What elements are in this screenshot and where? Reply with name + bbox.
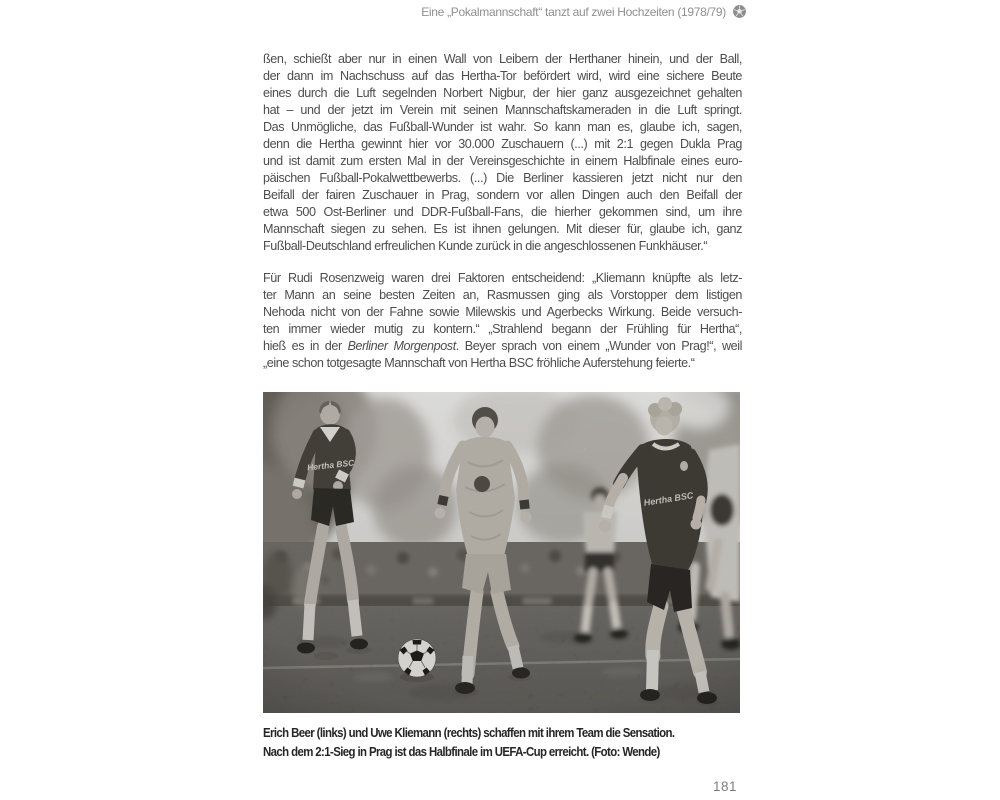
text-run: . Beyer sprach von einem „Wunder von Prag!“, weil bbox=[455, 339, 743, 353]
paragraph-2-lines bbox=[263, 270, 742, 338]
text-line: hat – und der jetzt im Verein mit seinen Mannschaftskameraden in die Luft springt. bbox=[263, 103, 742, 117]
paragraph-1 bbox=[263, 51, 742, 255]
text-line: Das Unmögliche, das Fußball-Wunder ist wahr. So kann man es, glaube ich, sagen, bbox=[263, 120, 742, 134]
text-run: hieß es in der bbox=[263, 339, 348, 353]
newspaper-name: Berliner Morgenpost bbox=[347, 339, 456, 353]
text-line: Mannschaft siegen zu sehen. Es ist ihnen gelungen. Mit dieser für, glaube ich, ganz bbox=[263, 222, 742, 236]
paragraph-1-lines bbox=[263, 51, 742, 238]
text-line: ßen, schießt aber nur in einen Wall von Leibern der Herthaner hinein, und der Ball, bbox=[263, 52, 742, 66]
text-line: Nehoda nicht von der Fahne sowie Milewskis und Agerbecks Wirkung. Beide versuch- bbox=[263, 305, 742, 319]
page-number: 181 bbox=[712, 779, 737, 794]
text-line: etwa 500 Ost-Berliner und DDR-Fußball-Fans, die hierher gekommen sind, um ihre bbox=[263, 205, 742, 219]
match-photo bbox=[263, 392, 740, 713]
paragraph-2 bbox=[263, 270, 742, 372]
text-line: eines durch die Luft segelnden Norbert Nigbur, der hier ganz ausgezeichnet gehalten bbox=[263, 86, 742, 100]
running-head bbox=[255, 4, 747, 19]
text-line: ten immer wieder mutig zu kontern.“ „Strahlend begann der Frühling für Hertha“, bbox=[263, 322, 742, 336]
text-line: Beifall der fairen Zuschauer in Prag, sondern vor allen Dingen auch den Beifall der bbox=[263, 188, 742, 202]
photo-caption bbox=[263, 723, 731, 761]
caption-line-2: Nach dem 2:1-Sieg in Prag ist das Halbfinale im UEFA-Cup erreicht. (Foto: Wende) bbox=[263, 744, 660, 759]
text-line: und ist damit zum ersten Mal in der Vereinsgeschichte in einem Halbfinale eines euro- bbox=[263, 154, 742, 168]
caption-line-1: Erich Beer (links) und Uwe Kliemann (rechts) schaffen mit ihrem Team die Sensation. bbox=[263, 725, 675, 740]
text-line-mixed bbox=[263, 338, 742, 355]
text-line: ter Mann an seine besten Zeiten an, Rasmussen ging als Vorstopper dem listigen bbox=[263, 288, 742, 302]
text-line: denn die Hertha gewinnt hier vor 30.000 Zuschauern (...) mit 2:1 gegen Dukla Prag bbox=[263, 137, 742, 151]
text-line: Fußball-Deutschland erfreulichen Kunde zurück in die angeschlossenen Funkhäuser.“ bbox=[263, 239, 708, 253]
chapter-title: Eine „Pokalmannschaft“ tanzt auf zwei Hochzeiten (1978/79) bbox=[421, 4, 726, 19]
text-line: der dann im Nachschuss auf das Hertha-Tor befördert wird, wird eine sichere Beute bbox=[263, 69, 742, 83]
text-line: päischen Fußball-Pokalwettbewerbs. (...) Die Berliner kassieren jetzt nicht nur den bbox=[263, 171, 742, 185]
text-line: Für Rudi Rosenzweig waren drei Faktoren entscheidend: „Kliemann knüpfte als letz- bbox=[263, 271, 742, 285]
text-line: „eine schon totgesagte Mannschaft von Hertha BSC fröhliche Auferstehung feierte.“ bbox=[263, 356, 695, 370]
soccer-ball-icon bbox=[732, 4, 747, 19]
